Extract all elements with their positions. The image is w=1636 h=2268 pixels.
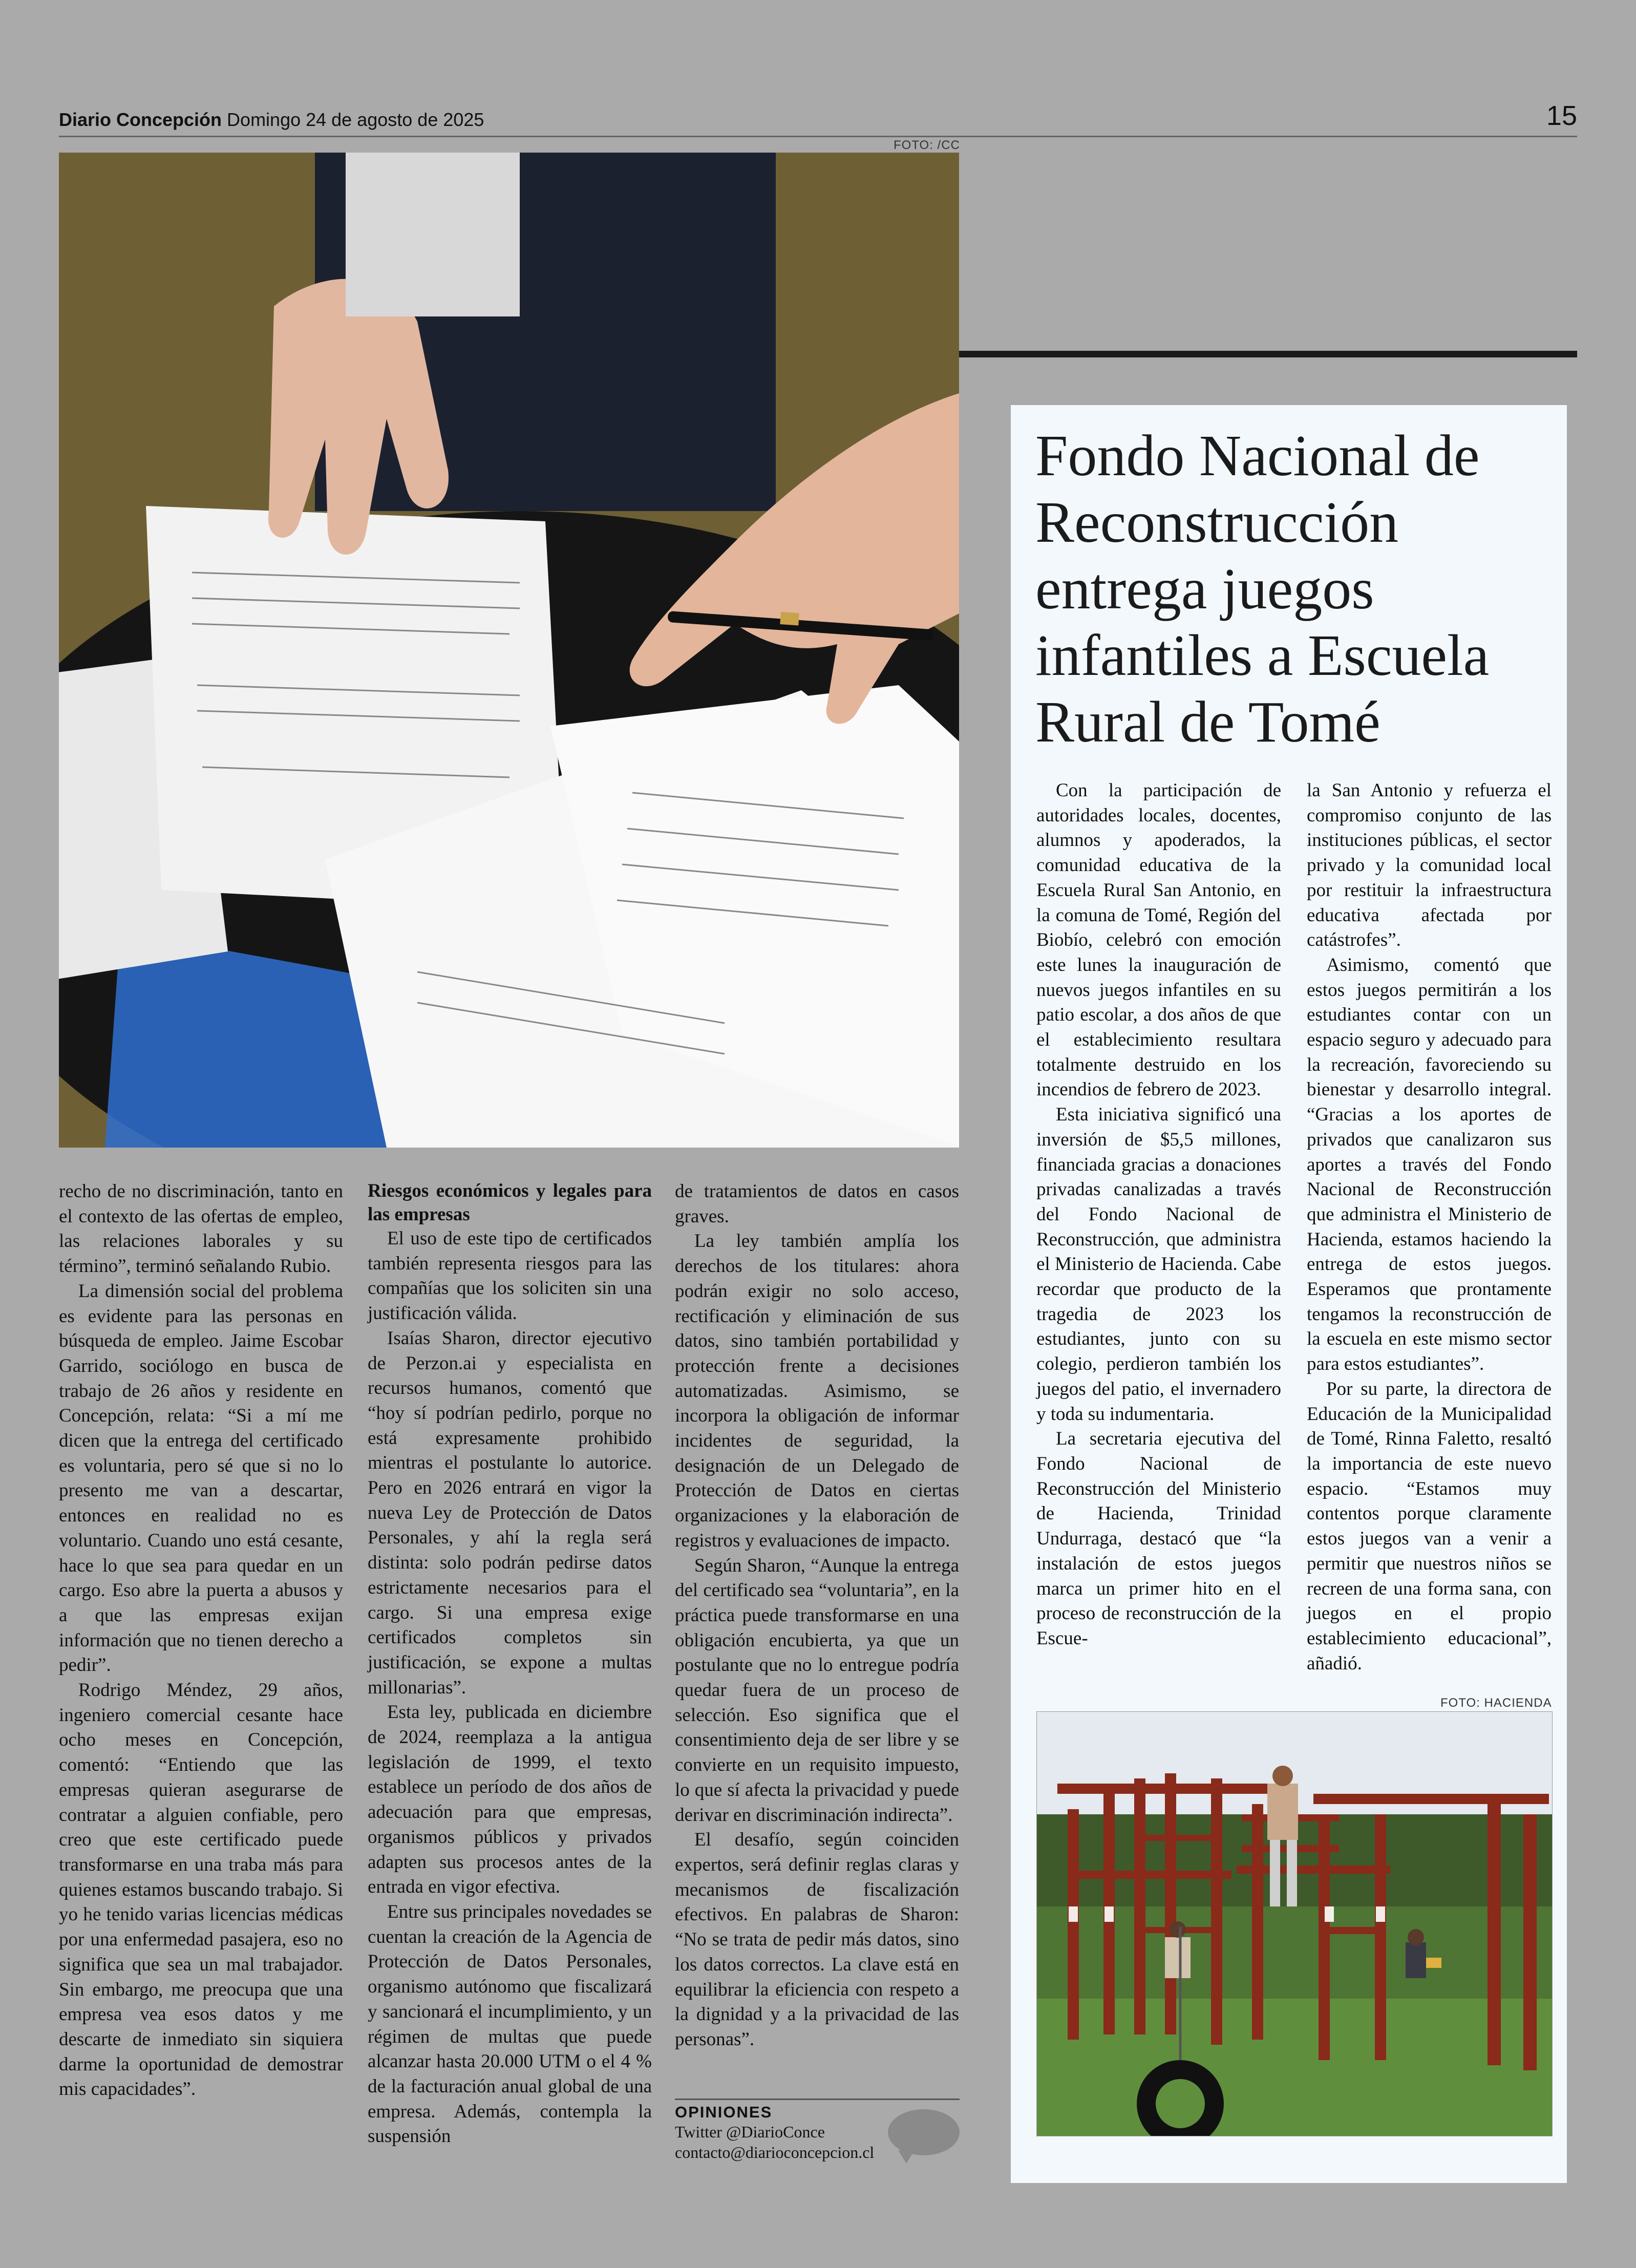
speech-bubble-icon	[888, 2109, 960, 2155]
section-rule	[959, 351, 1577, 357]
story-paragraph: Según Sharon, “Aunque la entrega del certificado sea “voluntaria”, en la práctica puede transformarse en una obligación encubierta, ya que un postulante que no lo entregue podría quedar fuera de un proceso de selección. Eso significa que el consentimiento deja de ser libre y se convierte en un requisito impuesto, lo que sí afecta la privacidad y puede derivar en discriminación indirecta”.	[675, 1555, 959, 1826]
story-paragraph: La dimensión social del problema es evidente para las personas en búsqueda de empleo. Jaime Escobar Garrido, sociólogo en busca de trabajo de 26 años y residente en Concepción, relata: “Si a mí me dicen que la entrega del certificado es voluntaria, pero sé que si no lo presento me van a descartar, entonces en realidad no es voluntario. Cuando uno está cesante, hace lo que sea para quedar en un cargo. Eso abre la puerta a abusos y a que las empresas exijan información que no tienen derecho a pedir”.	[59, 1280, 343, 1676]
story-paragraph: Esta ley, publicada en diciembre de 2024, reemplaza a la antigua legislación de 1999, el texto establece un período de dos años de adecuación para que empresas, organismos públicos y privados adapten sus procesos antes de la entrada en vigor efectiva.	[368, 1702, 652, 1898]
photo1-credit: FOTO: /CC	[894, 138, 960, 152]
masthead	[59, 100, 1577, 137]
opiniones-label: OPINIONES	[675, 2103, 773, 2121]
masthead-line	[59, 109, 484, 131]
playground-illustration	[1037, 1712, 1552, 2136]
contact-email[interactable]: contacto@diarioconcepcion.cl	[675, 2143, 875, 2161]
sidebar-column-1	[1036, 778, 1281, 1651]
sidebar-paragraph: la San Antonio y refuerza el compromiso conjunto de las instituciones públicas, el sector privado y la comunidad local por restituir la infraestructura educativa afectada por catástrofes”.	[1307, 780, 1552, 951]
playground-photo	[1036, 1711, 1553, 2136]
story-paragraph: Rodrigo Méndez, 29 años, ingeniero comercial cesante hace ocho meses en Concepción, comentó: “Entiendo que las empresas quieran asegurarse de contratar a alguien confiable, pero creo que este certificado puede transformarse en una traba más para quienes estamos buscando trabajo. Si yo he tenido varias licencias médicas por una enfermedad pasajera, eso no significa que sea un mal trabajador. Sin embargo, me preocupa que una empresa vea esos datos y me descarte de inmediato sin siquiera darme la oportunidad de demostrar mis capacidades”.	[59, 1680, 343, 2100]
story-column-1	[59, 1179, 343, 2102]
story-paragraph: recho de no discriminación, tanto en el contexto de las ofertas de empleo, las relaciones laborales y su término”, terminó señalando Rubio.	[59, 1181, 343, 1277]
story-paragraph: La ley también amplía los derechos de los titulares: ahora podrán exigir no solo acceso, rectificación y eliminación de sus datos, sino también portabilidad y protección frente a decisiones automatizadas. Asimismo, se incorpora la obligación de informar incidentes de seguridad, la designación de un Delegado de Protección de Datos en ciertas organizaciones y la elaboración de registros y evaluaciones de impacto.	[675, 1231, 959, 1551]
story-column-2	[368, 1179, 652, 2149]
sidebar-paragraph: Con la participación de autoridades locales, docentes, alumnos y apoderados, la comunidad educativa de la Escuela Rural San Antonio, en la comuna de Tomé, Región del Biobío, celebró con emoción este lunes la inauguración de nuevos juegos infantiles en su patio escolar, a dos años de que el establecimiento resultara totalmente destruido en los incendios de febrero de 2023.	[1036, 780, 1281, 1100]
sidebar-headline: Fondo Nacional de Reconstrucción entrega juegos infantiles a Escuela Rural de Tomé	[1035, 423, 1490, 754]
story-subheading: Riesgos económicos y legales para las empresas	[368, 1180, 652, 1225]
documents-photo-illustration	[59, 153, 959, 1148]
paper-name: Diario Concepción	[59, 109, 222, 130]
sidebar-paragraph: Esta iniciativa significó una inversión de $5,5 millones, financiada gracias a donaciones privadas canalizadas a través del Fondo Nacional de Reconstrucción, que administra el Ministerio de Hacienda. Cabe recordar que producto de la tragedia de 2023 los estudiantes, junto con su colegio, perdieron también los juegos del patio, el invernadero y toda su indumentaria.	[1036, 1104, 1281, 1425]
sidebar-paragraph: Por su parte, la directora de Educación de la Municipalidad de Tomé, Rinna Faletto, resaltó la importancia de este nuevo espacio. “Estamos muy contentos porque claramente estos juegos van a venir a permitir que nuestros niños se recreen de una forma sana, con juegos en el propio establecimiento educacional”, añadió.	[1307, 1378, 1552, 1674]
sidebar-paragraph: La secretaria ejecutiva del Fondo Nacional de Reconstrucción del Ministerio de Hacienda, Trinidad Undurraga, destacó que “la instalación de estos juegos marca un primer hito en el proceso de reconstrucción de la Escue-	[1036, 1428, 1281, 1649]
story-paragraph: Entre sus principales novedades se cuentan la creación de la Agencia de Protección de Datos Personales, organismo autónomo que fiscalizará y sancionará el incumplimiento, y un régimen de multas que puede alcanzar hasta 20.000 UTM o el 4 % de la facturación anual global de una empresa. Además, contempla la suspensión	[368, 1901, 652, 2147]
sidebar-paragraph: Asimismo, comentó que estos juegos permitirán a los estudiantes contar con un espacio seguro y adecuado para la recreación, favoreciendo su bienestar y desarrollo integral. “Gracias a los aportes de privados que canalizaron sus aportes a través del Fondo Nacional de Reconstrucción que administra el Ministerio de Hacienda, estamos haciendo la entrega de estos juegos. Esperamos que prontamente tengamos la reconstrucción de la escuela en este mismo sector para estos estudiantes”.	[1307, 954, 1552, 1375]
story-paragraph: de tratamientos de datos en casos graves.	[675, 1181, 959, 1227]
sidebar-column-2	[1307, 778, 1552, 1676]
story-column-3	[675, 1179, 959, 2052]
story-paragraph: Isaías Sharon, director ejecutivo de Perzon.ai y especialista en recursos humanos, comentó que “hoy sí podrían pedirlo, porque no está expresamente prohibido mientras el postulante lo autorice. Pero en 2026 entrará en vigor la nueva Ley de Protección de Datos Personales, y ahí la regla será distinta: solo podrán pedirse datos estrictamente necesarios para el cargo. Si una empresa exige certificados completos sin justificación, se expone a multas millonarias”.	[368, 1327, 652, 1698]
documents-signing-photo	[59, 153, 959, 1148]
photo2-credit: FOTO: HACIENDA	[1440, 1696, 1552, 1710]
twitter-handle[interactable]: Twitter @DiarioConce	[675, 2123, 825, 2141]
page-number: 15	[1546, 100, 1577, 131]
story-paragraph: El desafío, según coinciden expertos, será definir reglas claras y mecanismos de fiscalización efectivos. En palabras de Sharon: “No se trata de pedir más datos, sino los datos correctos. La clave está en equilibrar la eficiencia con respeto a la dignidad y a la privacidad de las personas”.	[675, 1829, 959, 2050]
story-paragraph: El uso de este tipo de certificados también representa riesgos para las compañías que los soliciten sin una justificación válida.	[368, 1228, 652, 1324]
issue-date: Domingo 24 de agosto de 2025	[227, 109, 484, 130]
opiniones-box	[675, 2099, 960, 2172]
